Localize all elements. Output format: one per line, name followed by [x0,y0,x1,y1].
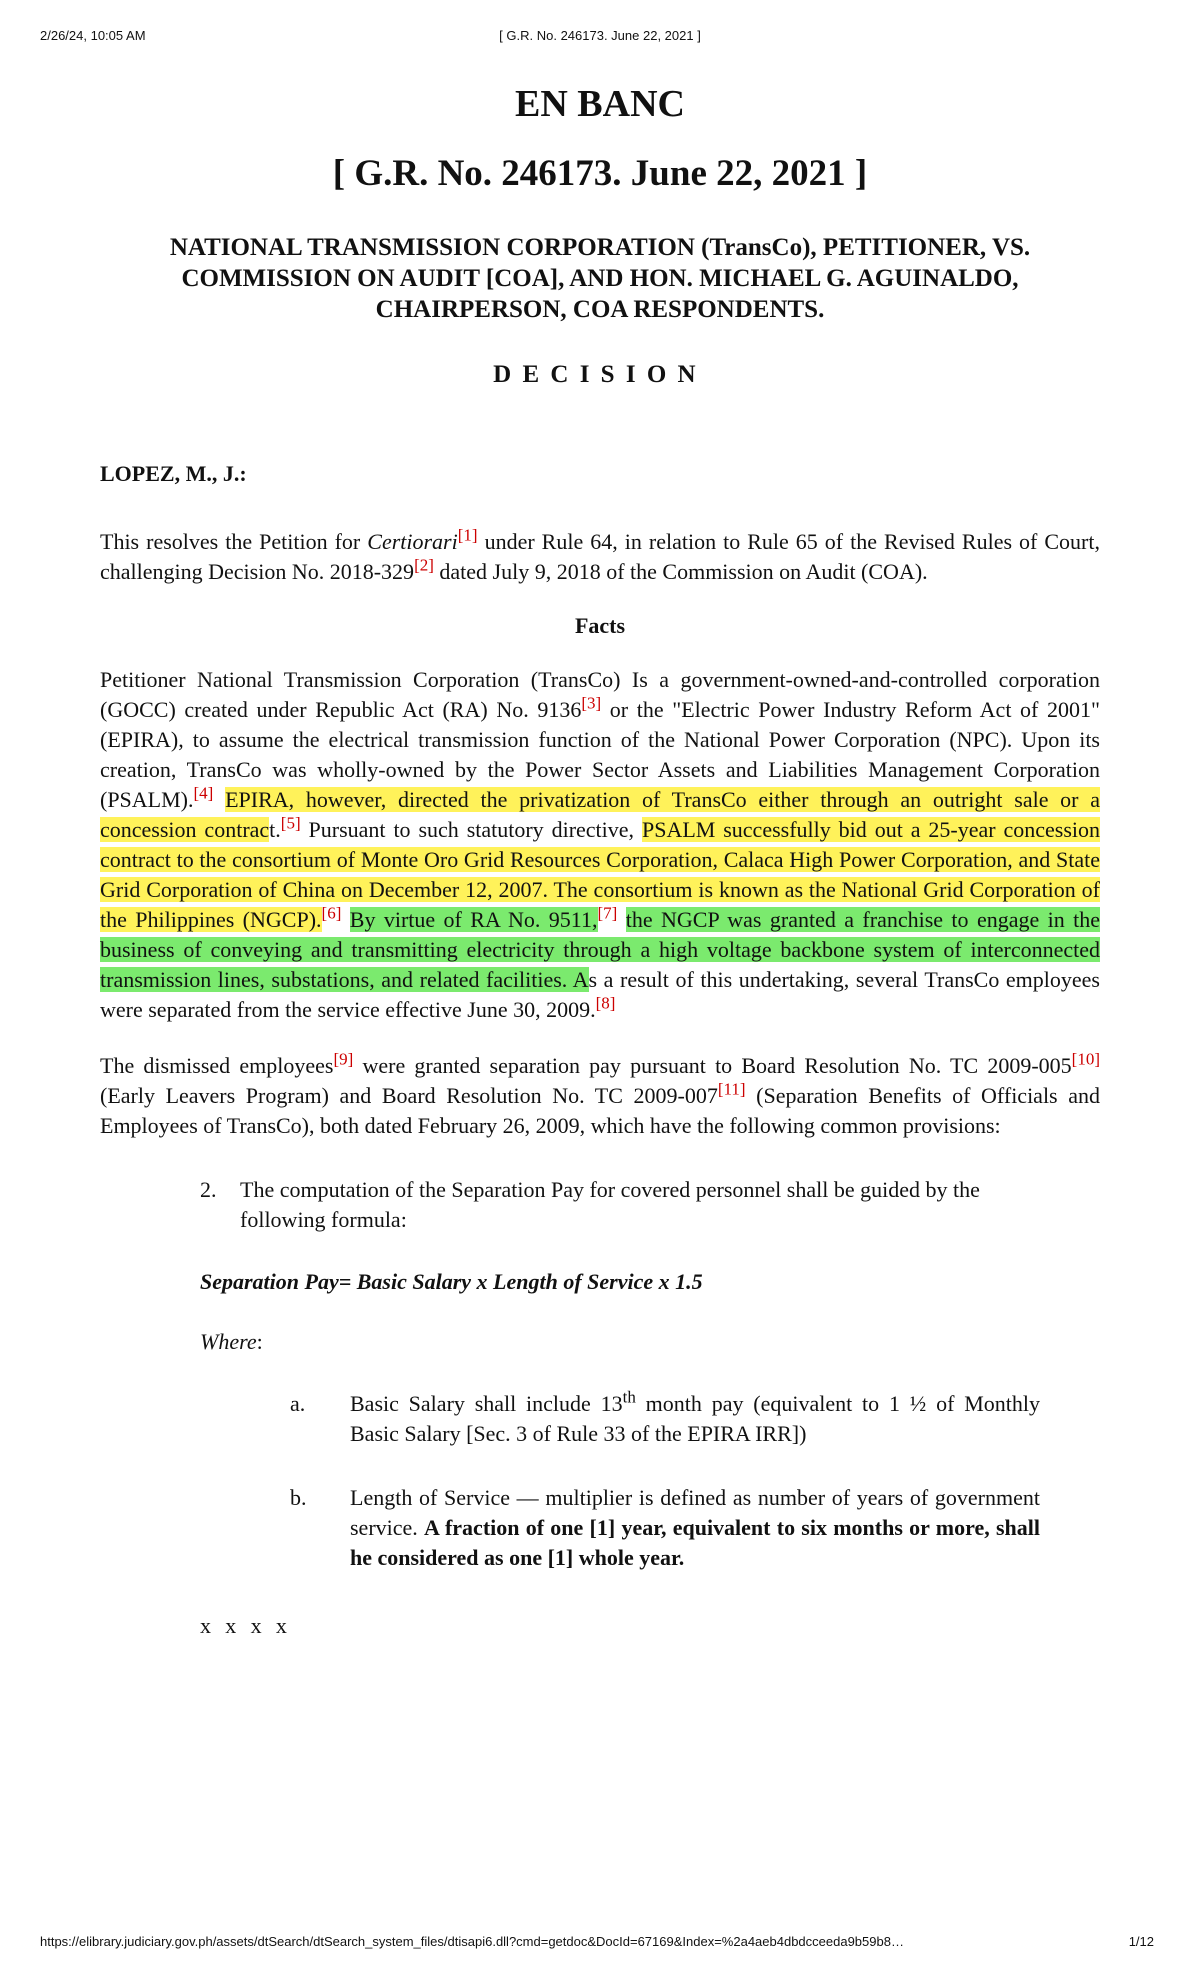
where-label: Where: [200,1329,263,1354]
page-number: 1/12 [1128,1934,1154,1949]
omission-marker: x x x x [200,1613,292,1638]
footnote-ref[interactable]: [9] [333,1049,354,1069]
print-header-title: [ G.R. No. 246173. June 22, 2021 ] [499,28,701,43]
provision-item-2 [200,1175,1040,1235]
footnote-ref[interactable]: [5] [280,813,301,833]
ponente: LOPEZ, M., J.: [100,461,247,486]
decision-label: DECISION [493,361,707,388]
footnote-ref[interactable]: [11] [717,1079,746,1099]
formula: Separation Pay= Basic Salary x Length of Service x 1.5 [200,1269,703,1294]
print-datetime: 2/26/24, 10:05 AM [40,28,146,43]
footnote-ref[interactable]: [10] [1071,1049,1100,1069]
footnote-ref[interactable]: [8] [595,993,616,1013]
court-division: EN BANC [515,83,685,125]
facts-heading: Facts [574,613,626,638]
paragraph-intro: This resolves the Petition for Certiorari[1] under Rule 64, in relation to Rule 65 of the Revised Rules of Court, challenging Decision No. 2018-329[2] dated July 9, 2018 of the Commission on Audit (COA). [100,525,1100,584]
footnote-ref[interactable]: [4] [193,783,214,803]
item-letter: a. [290,1391,306,1416]
footnote-ref[interactable]: [3] [581,693,602,713]
document-body [100,80,1100,1639]
highlight-green: By virtue of RA No. 9511, [349,907,598,932]
footnote-ref[interactable]: [7] [597,903,618,923]
sub-item-b: b. Length of Service — multiplier is defined as number of years of government service. A fraction of one [1] year, equivalent to six months or more, shall he considered as one [1] whole year. [290,1485,1040,1570]
print-url: https://elibrary.judiciary.gov.ph/assets/dtSearch/dtSearch_system_files/dtisapi6.dll?cmd=getdoc&DocId=67169&Index=%2a4aeb4dbdcceeda9b59b8… [40,1934,904,1949]
footnote-ref[interactable]: [6] [321,903,342,923]
item-number: 2. [200,1177,217,1202]
highlight-green: the NGCP was granted a franchise to engage in the business of conveying and transmitting electricity through a high voltage backbone system of interconnected transmission lines, substations, and related facilities. A [100,907,1101,992]
paragraph-facts: Petitioner National Transmission Corporation (TransCo) Is a government-owned-and-controlled corporation (GOCC) created under Republic Act (RA) No. 9136[3] or the "Electric Power Industry Reform Act of 2001" (EPIRA), to assume the electrical transmission function of the National Power Corporation (NPC). Upon its creation, TransCo was wholly-owned by the Power Sector Assets and Liabilities Management Corporation (PSALM).[4] EPIRA, however, directed the privatization of TransCo either through an outright sale or a concession contract.[5] Pursuant to such statutory directive, PSALM successfully bid out a 25-year concession contract to the consortium of Monte Oro Grid Resources Corporation, Calaca High Power Corporation, and State Grid Corporation of China on December 12, 2007. The consortium is known as the National Grid Corporation of the Philippines (NGCP).[6] By virtue of RA No. 9511,[7] the NGCP was granted a franchise to engage in the business of conveying and transmitting electricity through a high voltage backbone system of interconnected transmission lines, substations, and related facilities. As a result of this undertaking, several TransCo employees were separated from the service effective June 30, 2009.[8] [100,667,1101,1022]
footnote-ref[interactable]: [2] [414,555,434,575]
case-number: [ G.R. No. 246173. June 22, 2021 ] [332,153,868,194]
item-letter: b. [290,1485,307,1510]
item-text: The computation of the Separation Pay for covered personnel shall be guided by the following formula: [240,1177,980,1232]
highlight-yellow: EPIRA, however, directed the privatization of TransCo either through an outright sale or a concession contrac [100,787,1100,842]
case-parties: NATIONAL TRANSMISSION CORPORATION (TransCo), PETITIONER, VS. COMMISSION ON AUDIT [COA], AND HON. MICHAEL G. AGUINALDO, CHAIRPERSON, COA RESPONDENTS. [169,234,1031,323]
paragraph-separation: The dismissed employees[9] were granted separation pay pursuant to Board Resolution No. TC 2009-005[10] (Early Leavers Program) and Board Resolution No. TC 2009-007[11] (Separation Benefits of Officials and Employees of TransCo), both dated February 26, 2009, which have the following common provisions: [100,1049,1100,1138]
footnote-ref[interactable]: [1] [457,525,478,545]
highlight-yellow: PSALM successfully bid out a 25-year concession contract to the consortium of Monte Oro Grid Resources Corporation, Calaca High Power Corporation, and State Grid Corporation of China on December 12, 2007. The consortium is known as the National Grid Corporation of the Philippines (NGCP). [100,817,1101,932]
sub-item-a: a. Basic Salary shall include 13th month pay (equivalent to 1 ½ of Monthly Basic Salary [Sec. 3 of Rule 33 of the EPIRA IRR]) [290,1387,1040,1446]
